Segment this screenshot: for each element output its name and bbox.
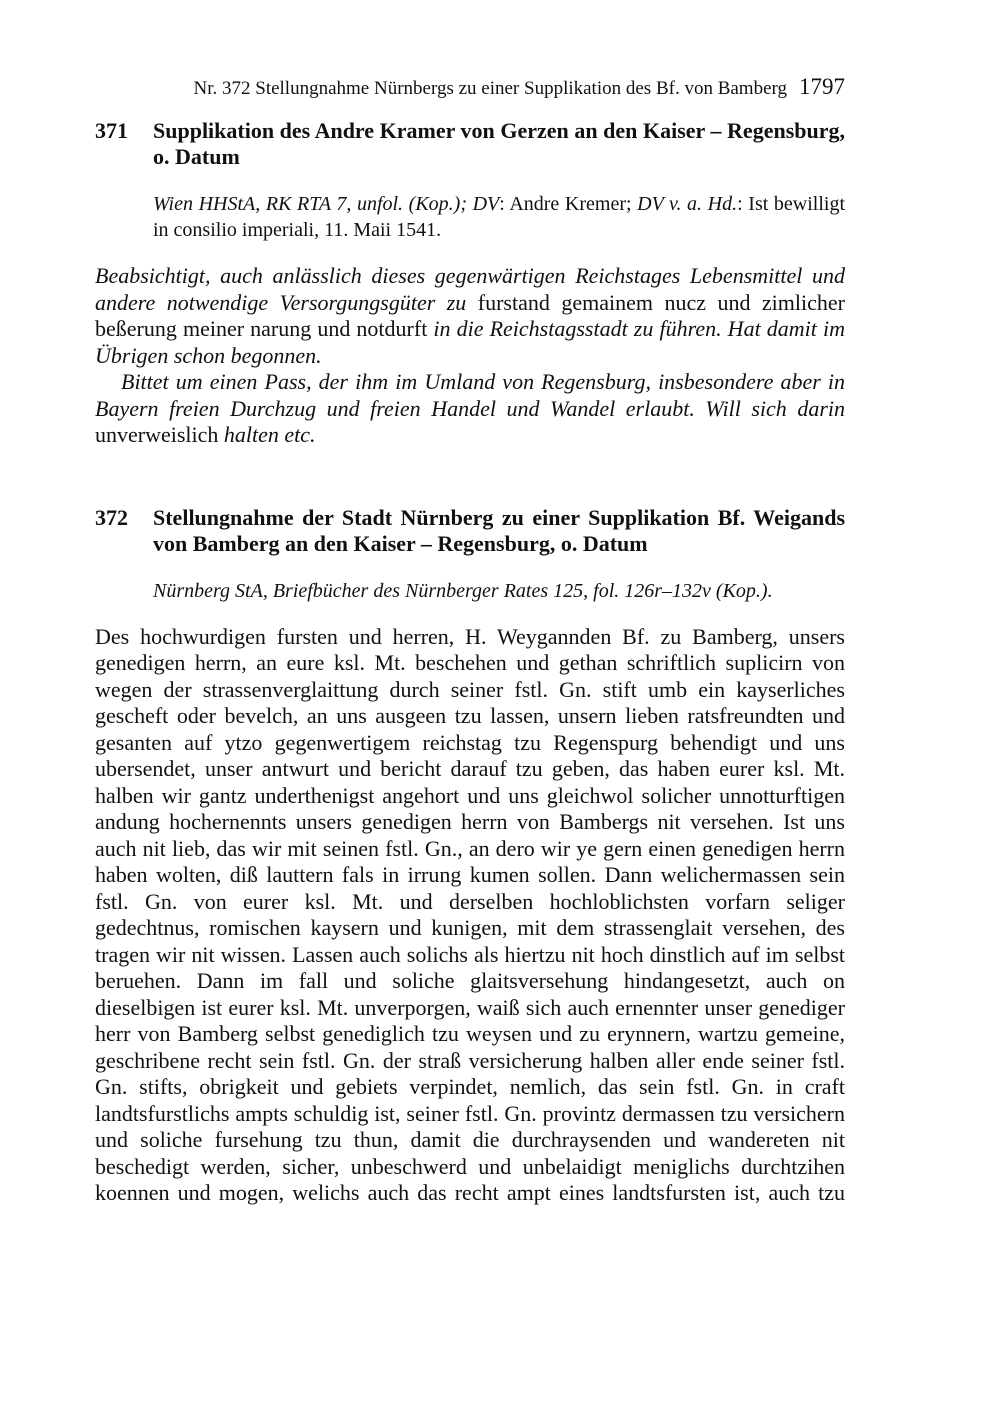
page-number: 1797 xyxy=(799,74,845,99)
source-371-part4: : Ist bewilligt in consilio imperiali, 11. Maii 1541. xyxy=(153,193,845,241)
para2-italic-b: halten etc. xyxy=(223,422,316,447)
entry-371-title: Supplikation des Andre Kramer von Gerzen an den Kaiser – Regensburg, o. Datum xyxy=(153,118,845,169)
running-head xyxy=(95,70,845,106)
para2-roman: unverweislich xyxy=(95,422,224,447)
document-page xyxy=(95,70,845,1207)
entry-372-title: Stellungnahme der Stadt Nürnberg zu einer Supplikation Bf. Weigands von Bamberg an den Kaiser – Regensburg, o. Datum xyxy=(153,504,845,556)
entry-371-paragraph-1 xyxy=(95,263,845,369)
source-371-part3: DV v. a. Hd. xyxy=(637,193,738,215)
running-head-text: Nr. 372 Stellungnahme Nürnbergs zu einer Supplikation des Bf. von Bamberg xyxy=(193,78,787,99)
para2-italic-a: Bittet um einen Pass, der ihm im Umland von Regensburg, insbesondere aber in Bayern freien Durchzug und freien Handel und Wandel erlaubt. Will sich darin xyxy=(95,369,845,421)
entry-371-source xyxy=(153,191,845,243)
entry-371-number: 371 xyxy=(95,118,128,143)
para1-italic-a: Beabsichtigt, auch anlässlich dieses gegenwärtigen Reichstages Lebensmittel und andere notwendige Versorgungsgüter zu xyxy=(95,263,845,315)
entry-separator xyxy=(95,449,845,505)
entry-372-source xyxy=(153,578,845,604)
source-371-part1: Wien HHStA, RK RTA 7, unfol. (Kop.); DV xyxy=(153,193,500,215)
entry-371-paragraph-2 xyxy=(95,369,845,449)
entry-372-body: Des hochwurdigen fursten und herren, H. Weygannden Bf. zu Bamberg, unsers genedigen herrn, an eure ksl. Mt. beschehen und gethan schriftlich suplicirn von wegen der strassenverglaittung durch seiner fstl. Gn. stift umb ein kayserliches gescheft oder bevelch, an uns ausgeen tzu lassen, unsern lieben ratsfreundten und gesanten auf ytzo gegenwertigem reichstag tzu Regenspurg behendigt und uns ubersendet, unser antwurt und bericht darauf tzu geben, das haben eurer ksl. Mt. halben wir gantz underthenigst angehort und uns gleichwol solicher unnotturftigen andung hochernennts unsers genedigen herrn von Bambergs nit versehen. Ist uns auch nit lieb, das wir mit seinen fstl. Gn., an dero wir ye gern einen genedigen herrn haben wolten, diß lauttern fals in irrung kumen sollen. Dann welichermassen sein fstl. Gn. von eurer ksl. Mt. und derselben hochloblichsten vorfarn seliger gedechtnus, romischen kaysern und kunigen, mit dem strassenglait versehen, des tragen wir nit wissen. Lassen auch solichs als hiertzu nit hoch dinstlich auf im selbst beruehen. Dann im fall und soliche glaitsversehung hindangesetzt, auch on dieselbigen ist eurer ksl. Mt. unverporgen, waiß sich auch ernennter unser genediger herr von Bamberg selbst genediglich tzu weysen und zu erynnern, wartzu gemeine, geschribene recht sein fstl. Gn. der straß versicherung halben aller ende seiner fstl. Gn. stifts, obrigkeit und gebiets verpindet, nemlich, das sein fstl. Gn. in craft landtsfurstlichs ampts schuldig ist, seiner fstl. Gn. provintz dermassen tzu versichern und soliche fursehung tzu thun, damit die durchraysenden und wandereten nit beschedigt werden, sicher, unbeschwerd und unbelaidigt meniglichs durchtzihen koennen und mogen, welichs auch das recht ampt eines landtsfursten ist, auch tzu xyxy=(95,623,845,1205)
entry-372-heading xyxy=(95,505,845,557)
para1-roman: furstand gemainem nucz und zimlicher beßerung meiner narung und notdurft xyxy=(95,289,845,341)
source-372-text: Nürnberg StA, Briefbücher des Nürnberger Rates 125, fol. 126r–132v (Kop.). xyxy=(153,579,773,602)
source-371-part2: : Andre Kremer; xyxy=(499,193,638,215)
para1-italic-b: in die Reichstagsstadt zu führen. Hat damit im Übrigen schon begonnen. xyxy=(95,316,845,368)
entry-371-heading xyxy=(95,118,845,170)
entry-372-number: 372 xyxy=(95,504,128,530)
